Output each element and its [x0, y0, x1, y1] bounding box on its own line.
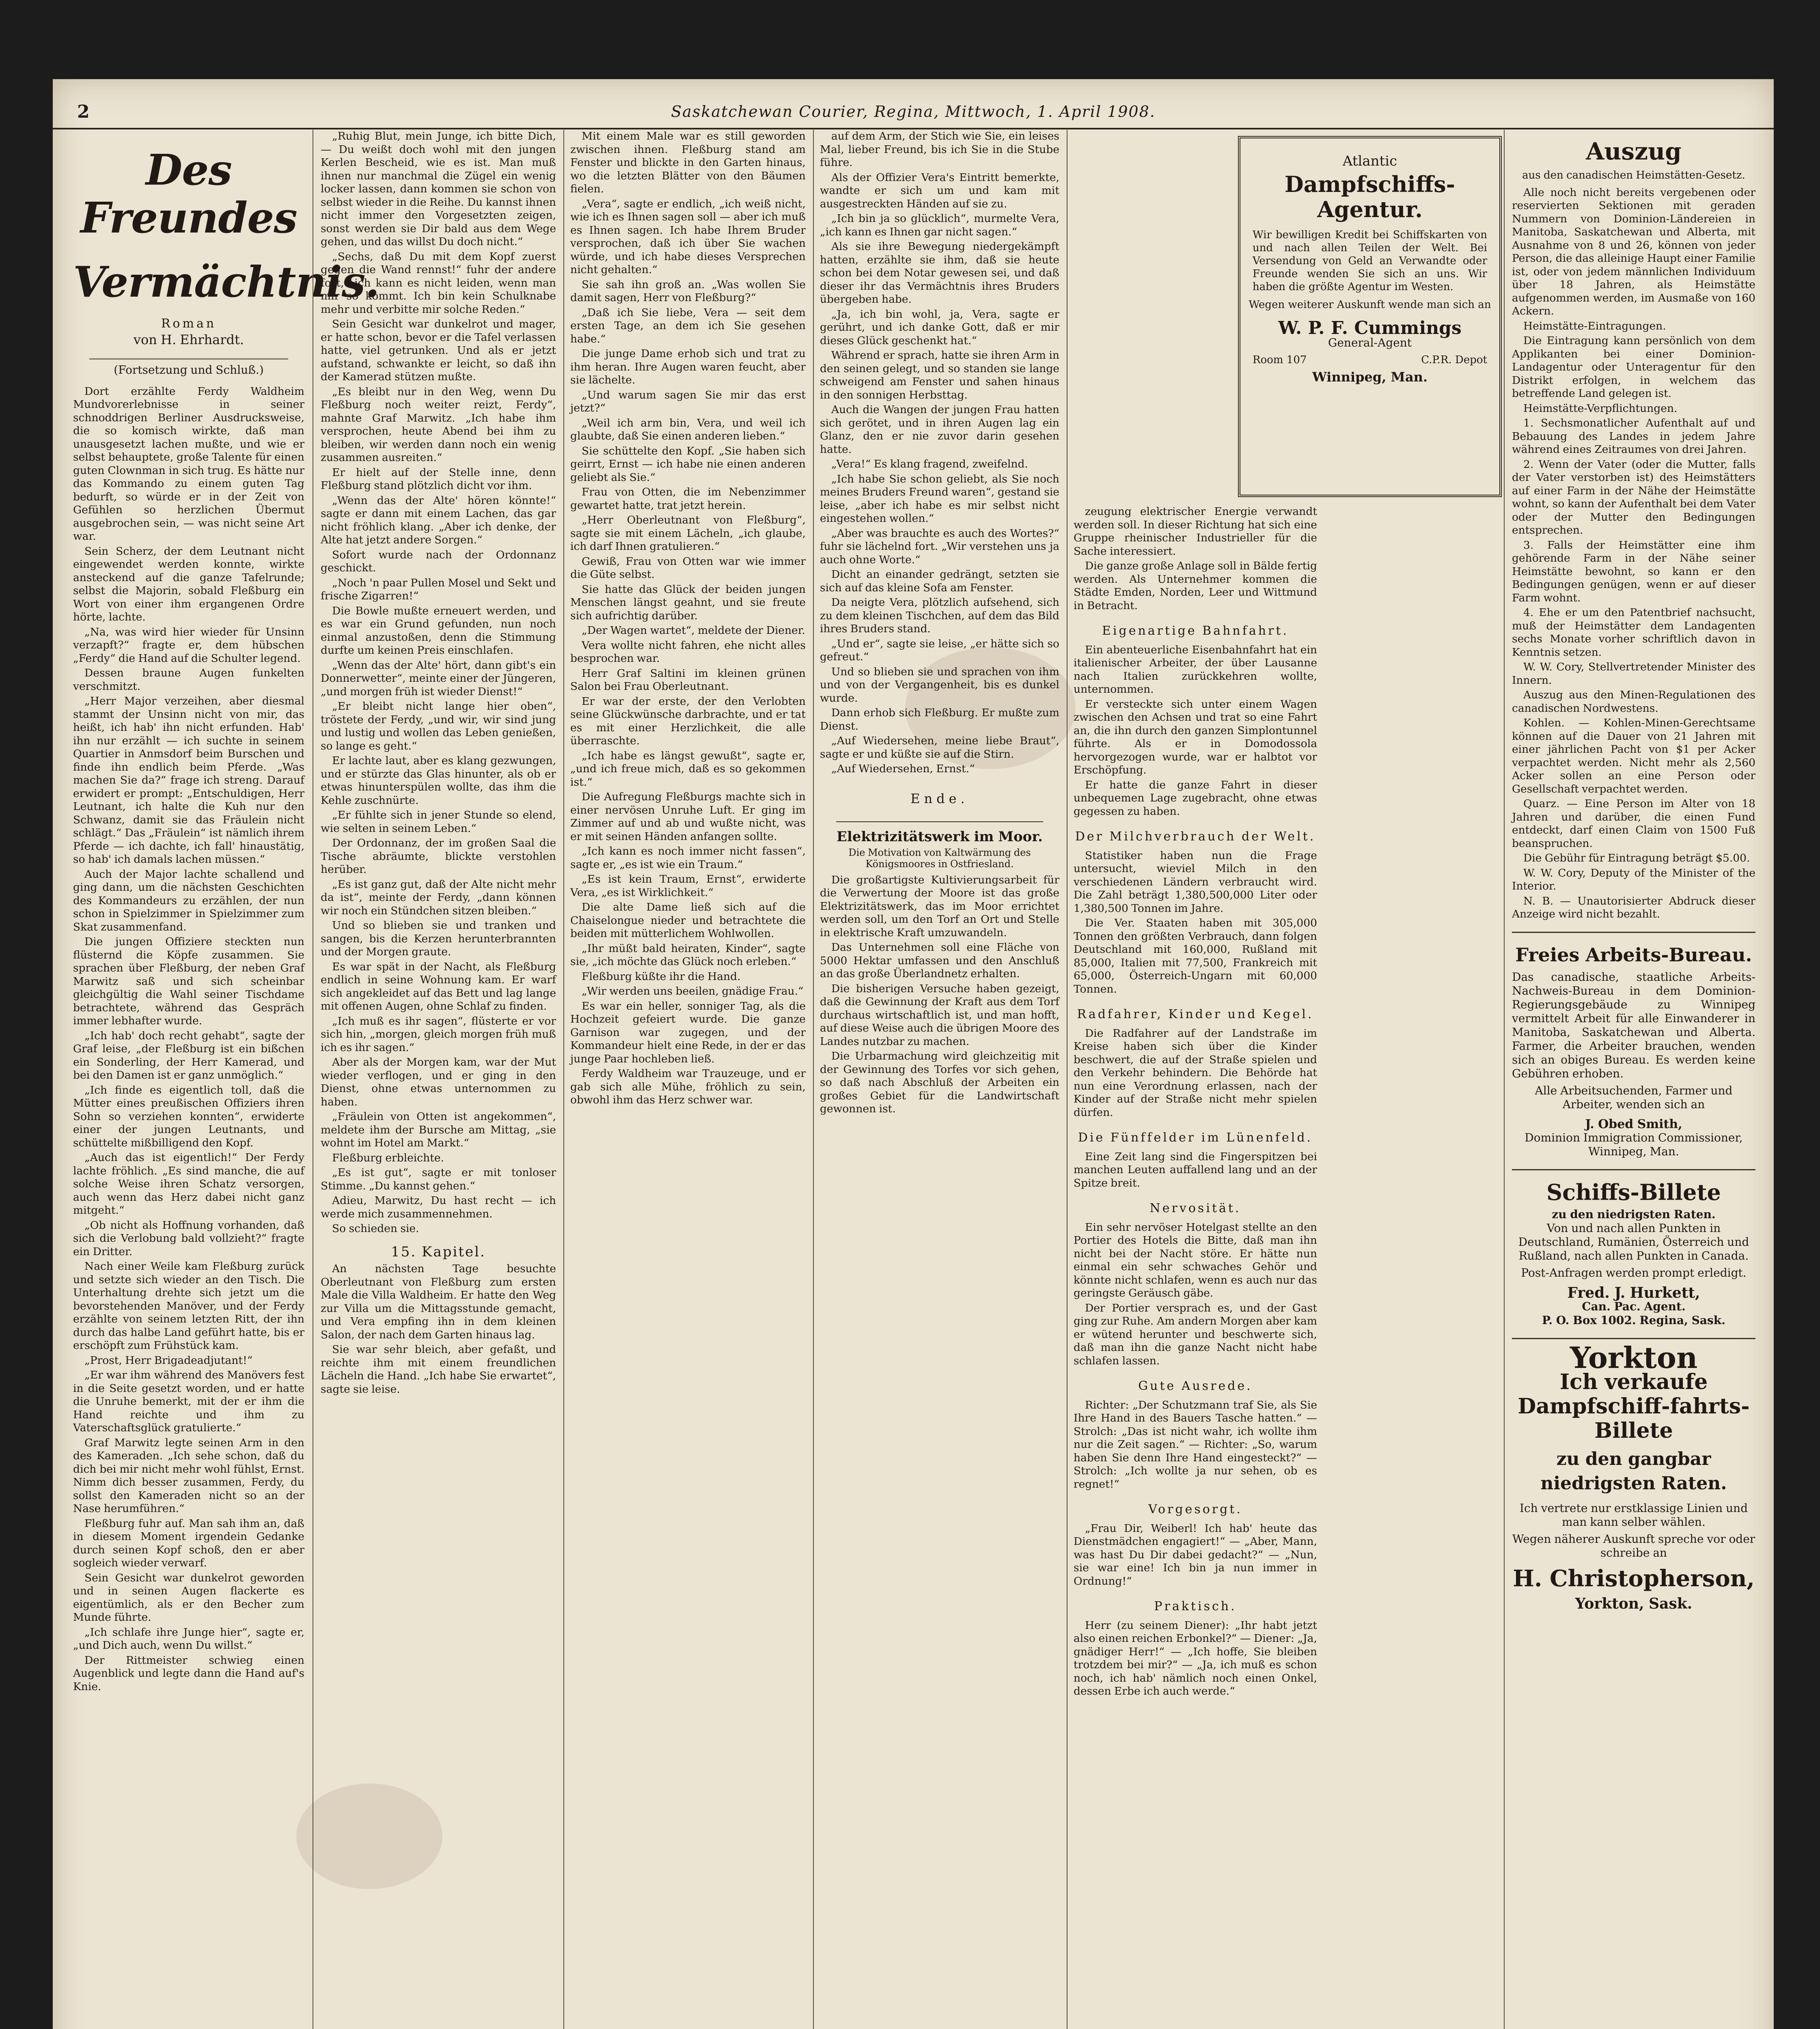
paragraph: Eine Zeit lang sind die Fingerspitzen bei manchen Leuten auffallend lang und an der Spitze breit. [1074, 1150, 1317, 1189]
newspaper-page [53, 79, 1774, 2029]
paragraph: 3. Falls der Heimstätter eine ihm gehörende Farm in der Nähe seiner Heimstätte bewohnt, so kann er den Bedingungen genügen, wenn er auf dieser Farm wohnt. [1512, 538, 1755, 604]
ad-note: Wegen weiterer Auskunft wende man sich an [1249, 299, 1491, 311]
column-5 [1074, 505, 1317, 2029]
divider [836, 821, 1043, 822]
page-number: 2 [77, 101, 90, 122]
paragraph: „Vera!“ Es klang fragend, zweifelnd. [831, 458, 1028, 470]
paragraph: zeugung elektrischer Energie verwandt werden soll. In dieser Richtung hat sich eine Gruppe rheinischer Industrieller für die Sache interessiert. [1074, 505, 1317, 558]
paragraph: Die Gebühr für Eintragung beträgt $5.00. [1523, 852, 1750, 864]
article-heading: Nervosität. [1149, 1201, 1241, 1215]
paragraph: „Ob nicht als Hoffnung vorhanden, daß sich die Verlobung bald vollzieht?“ fragte ein Dritter. [73, 1219, 304, 1258]
masthead: Saskatchewan Courier, Regina, Mittwoch, 1. April 1908. [671, 103, 1156, 121]
paragraph: „Auch das ist eigentlich!“ Der Ferdy lachte fröhlich. „Es sind manche, die auf solche Weise ihren Schatz versorgen, auch wenn das Herz dabei nicht ganz mitgeht.“ [73, 1151, 304, 1217]
paragraph: Die jungen Offiziere steckten nun flüsternd die Köpfe zusammen. Sie sprachen über Fleßburg, der neben Graf Marwitz saß und sich scheinbar gleichgültig die Wahl seiner Tischdame betrachtete, während das Gespräch immer lebhafter wurde. [73, 935, 304, 1027]
paragraph: Heimstätte-Verpflichtungen. [1523, 402, 1678, 415]
ad-agent-role: General-Agent [1328, 336, 1412, 349]
paragraph: Es war ein heller, sonniger Tag, als die Hochzeit gefeiert wurde. Die ganze Garnison war zugegen, und der Kommandeur hielt eine Rede, in der er das junge Paar hochleben ließ. [570, 999, 806, 1065]
paragraph: Frau von Otten, die im Nebenzimmer gewartet hatte, trat jetzt herein. [570, 486, 806, 512]
paragraph: Und so blieben sie und sprachen von ihm und von der Vergangenheit, bis es dunkel wurde. [820, 665, 1059, 704]
paragraph: Dann erhob sich Fleßburg. Er mußte zum Dienst. [820, 706, 1059, 732]
article-heading: Vorgesorgt. [1148, 1502, 1242, 1516]
ad-sign: H. Christopherson, [1513, 1565, 1755, 1592]
column-2 [321, 130, 556, 2029]
paragraph: „Fräulein von Otten ist angekommen“, meldete ihm der Bursche am Mittag, „sie wohnt im Hotel am Markt.“ [321, 1110, 556, 1149]
paragraph: „Ich habe es längst gewußt“, sagte er, „und ich freue mich, daß es so gekommen ist.“ [570, 749, 806, 788]
ad-subtitle: zu den niedrigsten Raten. [1552, 1208, 1716, 1221]
paragraph: Als der Offizier Vera's Eintritt bemerkte, wandte er sich um und kam mit ausgestreckten Händen auf sie zu. [820, 171, 1059, 210]
paragraph: Die Eintragung kann persönlich von dem Applikanten bei einer Dominion-Landagentur oder Unteragentur für den Distrikt erfolgen, in welchem das betreffende Land gelegen ist. [1512, 334, 1755, 400]
paragraph: „Und er“, sagte sie leise, „er hätte sich so gefreut.“ [820, 637, 1059, 663]
paragraph: „Er bleibt nicht lange hier oben“, tröstete der Ferdy, „und wir, wir sind jung und lustig und wollen das Leben genießen, so lange es geht.“ [321, 700, 556, 752]
ad-room: Room 107 [1253, 354, 1307, 366]
paragraph: Als sie ihre Bewegung niedergekämpft hatten, erzählte sie ihm, daß sie heute schon bei dem Notar gewesen sei, und daß dieser ihr das Vermächtnis ihres Bruders übergeben habe. [820, 240, 1059, 306]
ad-address [1253, 353, 1487, 366]
paragraph: „Weil ich arm bin, Vera, und weil ich glaubte, daß Sie einen anderen lieben.“ [570, 416, 806, 442]
paragraph: Gewiß, Frau von Otten war wie immer die Güte selbst. [570, 555, 806, 581]
paragraph: Heimstätte-Eintragungen. [1523, 319, 1666, 332]
ad-address: P. O. Box 1002. Regina, Sask. [1542, 1313, 1725, 1327]
paragraph: „Sechs, daß Du mit dem Kopf zuerst gegen die Wand rennst!“ fuhr der andere fort, „ich kann es nicht leiden, wenn man mir so kommt. Ich bin kein Schulknabe mehr und verbitte mir solche Reden.“ [321, 250, 556, 316]
ad-sign: J. Obed Smith, [1585, 1117, 1682, 1131]
paragraph: Sein Gesicht war dunkelrot und mager, er hatte schon, bevor er die Tafel verlassen hatte, viel getrunken. Und als er jetzt aufstand, schwankte er leicht, so daß ihn der Kamerad stützen mußte. [321, 318, 556, 383]
paragraph: Nach einer Weile kam Fleßburg zurück und setzte sich wieder an den Tisch. Die Unterhaltung drehte sich jetzt um die bevorstehenden Manöver, und der Ferdy erzählte von seinem letzten Ritt, der ihn durch das halbe Land geführt hatte, bis er erschöpft zum Frühstück kam. [73, 1260, 304, 1352]
paragraph: Er lachte laut, aber es klang gezwungen, und er stürzte das Glas hinunter, als ob er etwas hinunterspülen wollte, das ihm die Kehle zuschnürte. [321, 754, 556, 807]
paragraph: Er war der erste, der den Verlobten seine Glückwünsche darbrachte, und er tat es mit einer Herzlichkeit, die alle überraschte. [570, 695, 806, 747]
paragraph: Aber als der Morgen kam, war der Mut wieder verflogen, und er ging in den Dienst, ohne etwas unternommen zu haben. [321, 1056, 556, 1108]
ad-line: zu den gangbar niedrigsten Raten. [1540, 1449, 1727, 1494]
serial-text [570, 130, 806, 1107]
article-heading: Radfahrer, Kinder und Kegel. [1077, 1007, 1314, 1021]
paragraph: Die Bowle mußte erneuert werden, und es war ein Grund gefunden, nun noch einmal anzustoßen, denn die Stimmung durfte um keinen Preis einschlafen. [321, 604, 556, 657]
ad-city: Winnipeg, Man. [1312, 369, 1428, 385]
serial-title-line-1: Des Freundes [80, 145, 297, 243]
paragraph: „Es ist kein Traum, Ernst“, erwiderte Vera, „es ist Wirklichkeit.“ [570, 873, 806, 899]
paragraph: Während er sprach, hatte sie ihren Arm in den seinen gelegt, und so standen sie lange schweigend am Fenster und sahen hinaus in den sonnigen Herbsttag. [820, 349, 1059, 401]
paragraph: „Ich habe Sie schon geliebt, als Sie noch meines Bruders Freund waren“, gestand sie leise, „aber ich habe es mir selbst nicht eingestehen wollen.“ [820, 472, 1059, 525]
serial-author: von H. Ehrhardt. [133, 332, 244, 347]
paragraph: Auch die Wangen der jungen Frau hatten sich gerötet, und in ihren Augen lag ein Glanz, den er nie zuvor darin gesehen hatte. [820, 403, 1059, 456]
paragraph: Dicht an einander gedrängt, setzten sie sich auf das kleine Sofa am Fenster. [820, 568, 1059, 594]
paragraph: Er hielt auf der Stelle inne, denn Fleßburg stand plötzlich dicht vor ihm. [321, 466, 556, 492]
paragraph: „Er war ihm während des Manövers fest in die Seite gesetzt worden, und er hatte die Unruhe bemerkt, mit der er ihm die Hand reichte und ihm zu Vaterschaftsglück gratulierte.“ [73, 1369, 304, 1434]
article-heading: Der Milchverbrauch der Welt. [1075, 829, 1316, 844]
ad-line: Wegen näherer Auskunft spreche vor oder schreibe an [1512, 1532, 1755, 1559]
paragraph: „Daß ich Sie liebe, Vera — seit dem ersten Tage, an dem ich Sie gesehen habe.“ [570, 306, 806, 345]
paragraph: „Auf Wiedersehen, Ernst.“ [831, 762, 975, 775]
page-header [53, 79, 1774, 129]
paragraph: 1. Sechsmonatlicher Aufenthalt auf und Bebauung des Landes in jedem Jahre während eines Zeitraumes von drei Jahren. [1512, 417, 1755, 456]
paragraph: Sofort wurde nach der Ordonnanz geschickt. [321, 548, 556, 574]
paragraph: Kohlen. — Kohlen-Minen-Gerechtsame können auf die Dauer von 21 Jahren mit einer jährlichen Pacht von $1 per Acker verpachtet werden. Nicht mehr als 2,560 Acker sollen an eine Person oder Gesellschaft verpachtet werden. [1512, 717, 1755, 795]
article-text [1074, 1619, 1317, 1698]
column-rule [563, 130, 564, 2029]
paragraph: „Der Wagen wartet“, meldete der Diener. [582, 624, 805, 637]
paragraph: „Ich hab' doch recht gehabt“, sagte der Graf leise, „der Fleßburg ist ein bißchen ein Sonderling, der Herr Kamerad, und bei den Damen ist er ganz unmöglich.“ [73, 1029, 304, 1081]
ad-role: Can. Pac. Agent. [1582, 1299, 1686, 1313]
article-text [1074, 1522, 1317, 1588]
ad-line-1: Atlantic [1342, 153, 1397, 169]
paragraph: Die junge Dame erhob sich und trat zu ihm heran. Ihre Augen waren feucht, aber sie lächelte. [570, 347, 806, 386]
auszug-subtitle: aus den canadischen Heimstätten-Gesetz. [1522, 169, 1745, 181]
paragraph: „Herr Oberleutnant von Fleßburg“, sagte sie mit einem Lächeln, „ich glaube, ich darf Ihnen gratulieren.“ [570, 514, 806, 553]
column-4 [820, 130, 1059, 2029]
paragraph: Der Rittmeister schwieg einen Augenblick und legte dann die Hand auf's Knie. [73, 1654, 304, 1693]
chapter-text [321, 1262, 556, 1396]
ad-role: Dominion Immigration Commissioner, Winnipeg, Man. [1525, 1131, 1743, 1158]
ad-line: Ich vertrete nur erstklassige Linien und man kann selber wählen. [1519, 1501, 1748, 1529]
paragraph: „Auf Wiedersehen, meine liebe Braut“, sagte er und küßte sie auf die Stirn. [820, 734, 1059, 760]
chapter-heading: 15. Kapitel. [391, 1243, 486, 1260]
article-heading: Elektrizitätswerk im Moor. [837, 829, 1043, 845]
serial-subtitle: Roman [161, 317, 217, 331]
paragraph: Es war spät in der Nacht, als Fleßburg endlich in seine Wohnung kam. Er warf sich angekleidet auf das Bett und lag lange mit offenen Augen, ohne Schlaf zu finden. [321, 960, 556, 1012]
atlantic-agency-ad [1238, 136, 1502, 497]
divider [1512, 932, 1755, 933]
paragraph: Sie schüttelte den Kopf. „Sie haben sich geirrt, Ernst — ich habe nie einen anderen geliebt als Sie.“ [570, 444, 806, 484]
paragraph: Die großartigste Kultivierungsarbeit für die Verwertung der Moore ist das große Elektrizitätswerk, das im Moor errichtet werden soll, um den Torf an Ort und Stelle in elektrische Kraft umzuwandeln. [820, 873, 1059, 939]
column-rule [1504, 130, 1505, 2029]
ad-title: Schiffs-Billete [1546, 1179, 1721, 1205]
paragraph: Die alte Dame ließ sich auf die Chaiselongue nieder und betrachtete die beiden mit mütterlichem Wohlwollen. [570, 901, 806, 940]
paragraph: Quarz. — Eine Person im Alter von 18 Jahren und darüber, die einen Fund entdeckt, darf einen Claim von 1500 Fuß beanspruchen. [1512, 797, 1755, 850]
paragraph: Sein Scherz, der dem Leutnant nicht eingewendet werden konnte, wirkte ansteckend auf die ganze Tafelrunde; selbst die Majorin, sobald Fleßburg ein Wort von einer ihm ergangenen Ordre hörte, lachte. [73, 545, 304, 623]
paragraph: „Ja, ich bin wohl, ja, Vera, sagte er gerührt, und ich danke Gott, daß er mir dieses Glück geschenkt hat.“ [820, 308, 1059, 347]
paragraph: „Ich finde es eigentlich toll, daß die Mütter eines preußischen Offiziers ihren Sohn so verziehen konnten“, erwiderte einer der jungen Leutnants, und schüttelte mißbilligend den Kopf. [73, 1083, 304, 1149]
paragraph: „Wenn das der Alte' hören könnte!“ sagte er dann mit einem Lachen, das gar nicht fröhlich klang. „Aber ich denke, der Alte hat jetzt andere Sorgen.“ [321, 494, 556, 546]
ad-line: Ich verkaufe Dampfschiff-fahrts-Billete [1518, 1370, 1750, 1443]
paragraph: Die ganze große Anlage soll in Bälde fertig werden. Als Unternehmer kommen die Städte Emden, Norden, Leer und Wittmund in Betracht. [1074, 560, 1317, 612]
paragraph: W. W. Cory, Deputy of the Minister of the Interior. [1512, 866, 1755, 892]
paragraph: Mit einem Male war es still geworden zwischen ihnen. Fleßburg stand am Fenster und blickte in den Garten hinaus, wo die letzten Blätter von den Bäumen fielen. [570, 130, 806, 195]
article-heading: Eigenartige Bahnfahrt. [1102, 624, 1289, 638]
serial-text [73, 385, 304, 1694]
paragraph: Da neigte Vera, plötzlich aufsehend, sich zu dem kleinen Tischchen, auf dem das Bild ihres Bruders stand. [820, 596, 1059, 635]
paragraph: Auch der Major lachte schallend und ging dann, um die nächsten Geschichten des Kommandeurs zu erzählen, der nun schon in Spielzimmer in Spielzimmer zum Skat zusammenfand. [73, 868, 304, 933]
article-heading: Gute Ausrede. [1138, 1379, 1253, 1393]
paragraph: Die Ver. Staaten haben mit 305,000 Tonnen den größten Verbrauch, dann folgen Deutschland mit 160,000, Rußland mit 85,000, Italien mit 77,500, Frankreich mit 65,000, Österreich-Ungarn mit 60,000 Tonnen. [1074, 917, 1317, 995]
paragraph: „Wenn das der Alte' hört, dann gibt's ein Donnerwetter“, meinte einer der Jüngeren, „und morgen früh ist wieder Dienst!“ [321, 659, 556, 698]
article-text [1074, 1399, 1317, 1491]
paragraph: Herr (zu seinem Diener): „Ihr habt jetzt also einen reichen Erbonkel?“ — Diener: „Ja, gnädiger Herr!“ — „Ich hoffe, Sie bleiben trotzdem bei mir?“ — „Ja, ich muß es schon noch, ich hab' nämlich noch einen Onkel, dessen Erbe ich auch werde.“ [1074, 1619, 1317, 1697]
ad-title: Freies Arbeits-Bureau. [1515, 943, 1752, 966]
paragraph: Richter: „Der Schutzmann traf Sie, als Sie Ihre Hand in des Bauers Tasche hatten.“ — Strolch: „Das ist nicht wahr, ich wollte ihm nur die Zeit sagen.“ — Richter: „So, warum haben Sie denn Ihre Hand eingesteckt?“ — Strolch: „Ich wollte ja nur sehen, ob es regnet!“ [1074, 1398, 1317, 1491]
paragraph: „Na, was wird hier wieder für Unsinn verzapft?“ fragte er, dem hübschen „Ferdy“ die Hand auf die Schulter legend. [73, 625, 304, 665]
article-text [1074, 1150, 1317, 1190]
ad-body: Das canadische, staatliche Arbeits-Nachweis-Bureau in dem Dominion-Regierungsgebäude zu Winnipeg vermittelt Arbeit für alle Einwanderer in Manitoba, Saskatchewan und Alberta. Farmer, die Arbeiter brauchen, wenden sich an obiges Bureau. Es werden keine Gebühren erhoben. [1512, 970, 1755, 1080]
divider [1512, 1169, 1755, 1170]
paragraph: Die bisherigen Versuche haben gezeigt, daß die Gewinnung der Kraft aus dem Torf durchaus wirtschaftlich ist, und man hofft, auf diese Weise auch die übrigen Moore des Landes nutzbar zu machen. [820, 982, 1059, 1048]
paragraph: Ein abenteuerliche Eisenbahnfahrt hat ein italienischer Arbeiter, der über Lausanne nach Italien zurückkehren wollte, unternommen. [1074, 643, 1317, 696]
column-6 [1512, 130, 1755, 2029]
ad-body: Von und nach allen Punkten in Deutschland, Rumänien, Österreich und Rußland, nach allen Punkten in Canada. [1518, 1221, 1749, 1262]
ad-note: Alle Arbeitsuchenden, Farmer und Arbeiter, wenden sich an [1535, 1083, 1733, 1111]
paragraph: Fleßburg küßte ihr die Hand. [582, 970, 741, 983]
paragraph: Statistiker haben nun die Frage untersucht, wieviel Milch in den verschiedenen Ländern verbraucht wird. Die Zahl beträgt 1,380,500,000 Liter oder 1,380,500 Tonnen im Jahre. [1074, 849, 1317, 915]
freies-arbeitsbureau-ad [1512, 943, 1755, 1159]
paragraph: Fleßburg fuhr auf. Man sah ihm an, daß in diesem Moment irgendein Gedanke durch seinen Kopf schoß, den er aber sogleich wieder verwarf. [73, 1517, 304, 1569]
paragraph: „Er fühlte sich in jener Stunde so elend, wie selten in seinem Leben.“ [321, 809, 556, 835]
column-3 [570, 130, 806, 2029]
paragraph: Der Portier versprach es, und der Gast ging zur Ruhe. Am andern Morgen aber kam er wütend herunter und beschwerte sich, daß man ihn die ganze Nacht nicht habe schlafen lassen. [1074, 1301, 1317, 1367]
paragraph: Herr Graf Saltini im kleinen grünen Salon bei Frau Oberleutnant. [570, 667, 806, 693]
paragraph: „Ich kann es noch immer nicht fassen“, sagte er, „es ist wie ein Traum.“ [570, 845, 806, 871]
paragraph: Sie war sehr bleich, aber gefaßt, und reichte ihm mit einem freundlichen Lächeln die Hand. „Ich habe Sie erwartet“, sagte sie leise. [321, 1343, 556, 1396]
paragraph: Dort erzählte Ferdy Waldheim Mundvorerlebnisse in seiner schnoddrigen Berliner Ausdrucksweise, die so komisch wirkte, daß man unausgesetzt lachen mußte, und wie er selbst behauptete, große Talente für einen guten Clownman in sich trug. Es hätte nur das Kommando zu einem guten Tag bedurft, so würde er in der Zeit von Gefühlen so herzlichen Übermut ausgebrochen sein, — was nicht seine Art war. [73, 385, 304, 543]
article-text [1074, 1027, 1317, 1120]
paragraph: „Ruhig Blut, mein Junge, ich bitte Dich, — Du weißt doch wohl mit den jungen Kerlen Bescheid, wie es ist. Man muß ihnen nur manchmal die Zügel ein wenig locker lassen, dann kommen sie schon von selbst wieder in die Reihe. Du kannst ihnen nicht immer den Vorgesetzten zeigen, sonst werden sie Dir bald aus dem Wege gehen, und das willst Du doch nicht.“ [321, 130, 556, 248]
divider [89, 358, 288, 360]
paragraph: Der Ordonnanz, der im großen Saal die Tische abräumte, blickte verstohlen herüber. [321, 837, 556, 876]
paragraph: „Frau Dir, Weiberl! Ich hab' heute das Dienstmädchen engagiert!“ — „Aber, Mann, was hast Du Dir dabei gedacht?“ — „Nun, sie war eine! Ich bin ja nun immer in Ordnung!“ [1074, 1522, 1317, 1587]
paragraph: „Ich schlafe ihre Junge hier“, sagte er, „und Dich auch, wenn Du willst.“ [73, 1626, 304, 1652]
paragraph: Adieu, Marwitz, Du hast recht — ich werde mich zusammennehmen. [321, 1194, 556, 1220]
paragraph: 2. Wenn der Vater (oder die Mutter, falls der Vater verstorben ist) des Heimstätters auf einer Farm in der Nähe der Heimstätte wohnt, so kann der Aufenthalt bei dem Vater oder der Mutter den Bedingungen entsprechen. [1512, 458, 1755, 536]
paragraph: auf dem Arm, der Stich wie Sie, ein leises Mal, lieber Freund, bis ich Sie in die Stube führe. [820, 130, 1059, 169]
paragraph: „Herr Major verzeihen, aber diesmal stammt der Unsinn nicht von mir, das heißt, ich hab' ihn nicht erfunden. Hab' ihn nur erzählt — ich suchte in seinem Quartier in Anmsdorf beim Burschen und finde ihn endlich beim Pferde. „Was machen Sie da?“ frage ich streng. Darauf erwidert er prompt: „Entschuldigen, Herr Leutnant, ich halte die Kuh nur den Schwanz, damit sie das Fräulein nicht schlägt.“ Das „Fräulein“ ist nämlich ihrem Pferde — ich dachte, ich fall' hinaustätig, so hab' ich damals lachen müssen.“ [73, 695, 304, 866]
paragraph: „Vera“, sagte er endlich, „ich weiß nicht, wie ich es Ihnen sagen soll — aber ich muß es Ihnen sagen. Ich habe Ihrem Bruder versprochen, daß ich über Sie wachen würde, und ich habe dieses Versprechen nicht gehalten.“ [570, 197, 806, 276]
article-text [820, 874, 1059, 1116]
paragraph: „Es bleibt nur in den Weg, wenn Du Fleßburg noch weiter reizt, Ferdy“, mahnte Graf Marwitz. „Ich habe ihm versprochen, heute Abend bei ihm zu bleiben, wir werden dann noch ein wenig zusammen ausreiten.“ [321, 385, 556, 464]
ad-depot: C.P.R. Depot [1421, 354, 1487, 366]
column-rule [813, 130, 814, 2029]
paragraph: Sie hatte das Glück der beiden jungen Menschen längst geahnt, und sie freute sich aufrichtig darüber. [570, 583, 806, 622]
article-text [1074, 505, 1317, 612]
ad-note: Post-Anfragen werden prompt erledigt. [1521, 1266, 1747, 1279]
ad-city: Yorkton, Sask. [1575, 1595, 1693, 1612]
auszug-text [1512, 186, 1755, 921]
serial-title-line-2: Vermächtnis. [73, 257, 380, 307]
paragraph: An nächsten Tage besuchte Oberleutnant von Fleßburg zum ersten Male die Villa Waldheim. Er hatte den Weg zur Villa um die Mittagsstunde gemacht, und Vera empfing ihn in dem kleinen Salon, der nach dem Garten hinaus lag. [321, 1262, 556, 1341]
paragraph: Die Radfahrer auf der Landstraße im Kreise haben sich über die Kinder beschwert, die auf der Straße spielen und den Verkehr behindern. Die Behörde hat nun eine Verordnung erlassen, nach der Kinder auf der Straße nicht mehr spielen dürfen. [1074, 1027, 1317, 1119]
yorkton-ad [1512, 1340, 1755, 1612]
paragraph: Auszug aus den Minen-Regulationen des canadischen Nordwestens. [1512, 689, 1755, 715]
paragraph: Graf Marwitz legte seinen Arm in den des Kameraden. „Ich sehe schon, daß du dich bei mir nicht mehr wohl fühlst, Ernst. Nimm dich besser zusammen, Ferdy, du sollst den Kameraden nicht so an der Nase herumführen.“ [73, 1436, 304, 1515]
paragraph: „Ihr müßt bald heiraten, Kinder“, sagte sie, „ich möchte das Glück noch erleben.“ [570, 942, 806, 968]
paragraph: N. B. — Unautorisierter Abdruck dieser Anzeige wird nicht bezahlt. [1512, 894, 1755, 920]
ad-title: Yorkton [1570, 1340, 1698, 1375]
paragraph: Die Aufregung Fleßburgs machte sich in einer nervösen Unruhe Luft. Er ging im Zimmer auf und ab und wußte nicht, was er mit seinen Händen anfangen sollte. [570, 790, 806, 843]
paragraph: „Ich bin ja so glücklich“, murmelte Vera, „ich kann es Ihnen gar nicht sagen.“ [820, 212, 1059, 238]
serial-text [820, 130, 1059, 776]
paragraph: „Es ist ganz gut, daß der Alte nicht mehr da ist“, meinte der Ferdy, „dann können wir noch ein Stündchen sitzen bleiben.“ [321, 878, 556, 917]
paragraph: Und so blieben sie und tranken und sangen, bis die Kerzen herunterbrannten und der Morgen graute. [321, 919, 556, 958]
paragraph: Das Unternehmen soll eine Fläche von 5000 Hektar umfassen und den Anschluß an das große Überlandnetz erhalten. [820, 941, 1059, 980]
serial-end: Ende. [910, 790, 969, 806]
auszug-title: Auszug [1586, 138, 1682, 165]
auszug-notice [1512, 138, 1755, 182]
paragraph: W. W. Cory, Stellvertretender Minister des Innern. [1512, 661, 1755, 687]
article-text [1074, 1221, 1317, 1368]
ad-line-2: Dampfschiffs-Agentur. [1284, 171, 1456, 222]
schiffs-billete-ad [1512, 1181, 1755, 1327]
paragraph: Ferdy Waldheim war Trauzeuge, und er gab sich alle Mühe, fröhlich zu sein, obwohl ihm das Herz schwer war. [570, 1067, 806, 1106]
article-heading: Die Fünffelder im Lünenfeld. [1078, 1131, 1313, 1145]
paragraph: „Noch 'n paar Pullen Mosel und Sekt und frische Zigarren!“ [321, 576, 556, 602]
paragraph: Sie sah ihn groß an. „Was wollen Sie damit sagen, Herr von Fleßburg?“ [570, 278, 806, 304]
paragraph: Er hatte die ganze Fahrt in dieser unbequemen Lage zugebracht, ohne etwas gegessen zu haben. [1074, 778, 1317, 818]
paragraph: „Prost, Herr Brigadeadjutant!“ [84, 1354, 253, 1367]
article-heading: Praktisch. [1154, 1599, 1237, 1613]
paragraph: Dessen braune Augen funkelten verschmitzt. [73, 667, 304, 693]
divider [1512, 1338, 1755, 1339]
article-text [1074, 849, 1317, 996]
article-subheading: Die Motivation von Kaltwärmung des Königsmoores in Ostfriesland. [848, 846, 1031, 870]
paragraph: Fleßburg erbleichte. [332, 1151, 444, 1164]
serial-continuation-note: (Fortsetzung und Schluß.) [114, 363, 264, 377]
serial-text [321, 130, 556, 1236]
paragraph: „Aber was brauchte es auch des Wortes?“ fuhr sie lächelnd fort. „Wir verstehen uns ja auch ohne Worte.“ [820, 527, 1059, 566]
paragraph: 4. Ehe er um den Patentbrief nachsucht, muß der Heimstätter dem Landagenten sechs Monate vorher schriftlich davon in Kenntnis setzen. [1512, 606, 1755, 659]
ad-sign: Fred. J. Hurkett, [1567, 1284, 1700, 1301]
paragraph: Vera wollte nicht fahren, ehe nicht alles besprochen war. [570, 639, 806, 665]
paragraph: Er versteckte sich unter einem Wagen zwischen den Achsen und trat so eine Fahrt an, die ihn durch den ganzen Simplontunnel führte. Als er in Domodossola hervorgezogen wurde, war er halbtot vor Erschöpfung. [1074, 698, 1317, 776]
paragraph: „Wir werden uns beeilen, gnädige Frau.“ [582, 985, 804, 997]
paragraph: „Ich muß es ihr sagen“, flüsterte er vor sich hin, „morgen, gleich morgen früh muß ich es ihr sagen.“ [321, 1014, 556, 1054]
paragraph: „Es ist gut“, sagte er mit tonloser Stimme. „Du kannst gehen.“ [321, 1166, 556, 1192]
paragraph: Ein sehr nervöser Hotelgast stellte an den Portier des Hotels die Bitte, daß man ihn nicht bei der Nacht störe. Er hätte nun einmal ein sehr schwaches Gehör und könnte nicht schlafen, wenn es auch nur das geringste Geräusch gäbe. [1074, 1221, 1317, 1299]
paragraph: Sein Gesicht war dunkelrot geworden und in seinen Augen flackerte es eigentümlich, als er den Becher zum Munde führte. [73, 1571, 304, 1624]
paragraph: So schieden sie. [332, 1222, 419, 1235]
paragraph: „Und warum sagen Sie mir das erst jetzt?“ [570, 388, 806, 414]
ad-body: Wir bewilligen Kredit bei Schiffskarten von und nach allen Teilen der Welt. Bei Versendung von Geld an Verwandte oder Freunde wenden Sie sich an uns. Wir haben die größte Agentur im Westen. [1253, 229, 1487, 293]
article-text [1074, 644, 1317, 818]
serial-heading [73, 145, 380, 377]
paragraph: Alle noch nicht bereits vergebenen oder reservierten Sektionen mit geraden Nummern von Dominion-Ländereien in Manitoba, Saskatchewan und Alberta, mit Ausnahme von 8 und 26, können von jeder Person, die das alleinige Haupt einer Familie ist, oder von jedem männlichen Individuum über 18 Jahren, als Heimstätte aufgenommen werden, im Ausmaße von 160 Ackern. [1512, 186, 1755, 317]
paragraph: Die Urbarmachung wird gleichzeitig mit der Gewinnung des Torfes vor sich gehen, so daß nach Abschluß der Arbeiten ein großes Gebiet für die Landwirtschaft gewonnen ist. [820, 1050, 1059, 1115]
ad-agent-name: W. P. F. Cummings [1278, 318, 1462, 338]
